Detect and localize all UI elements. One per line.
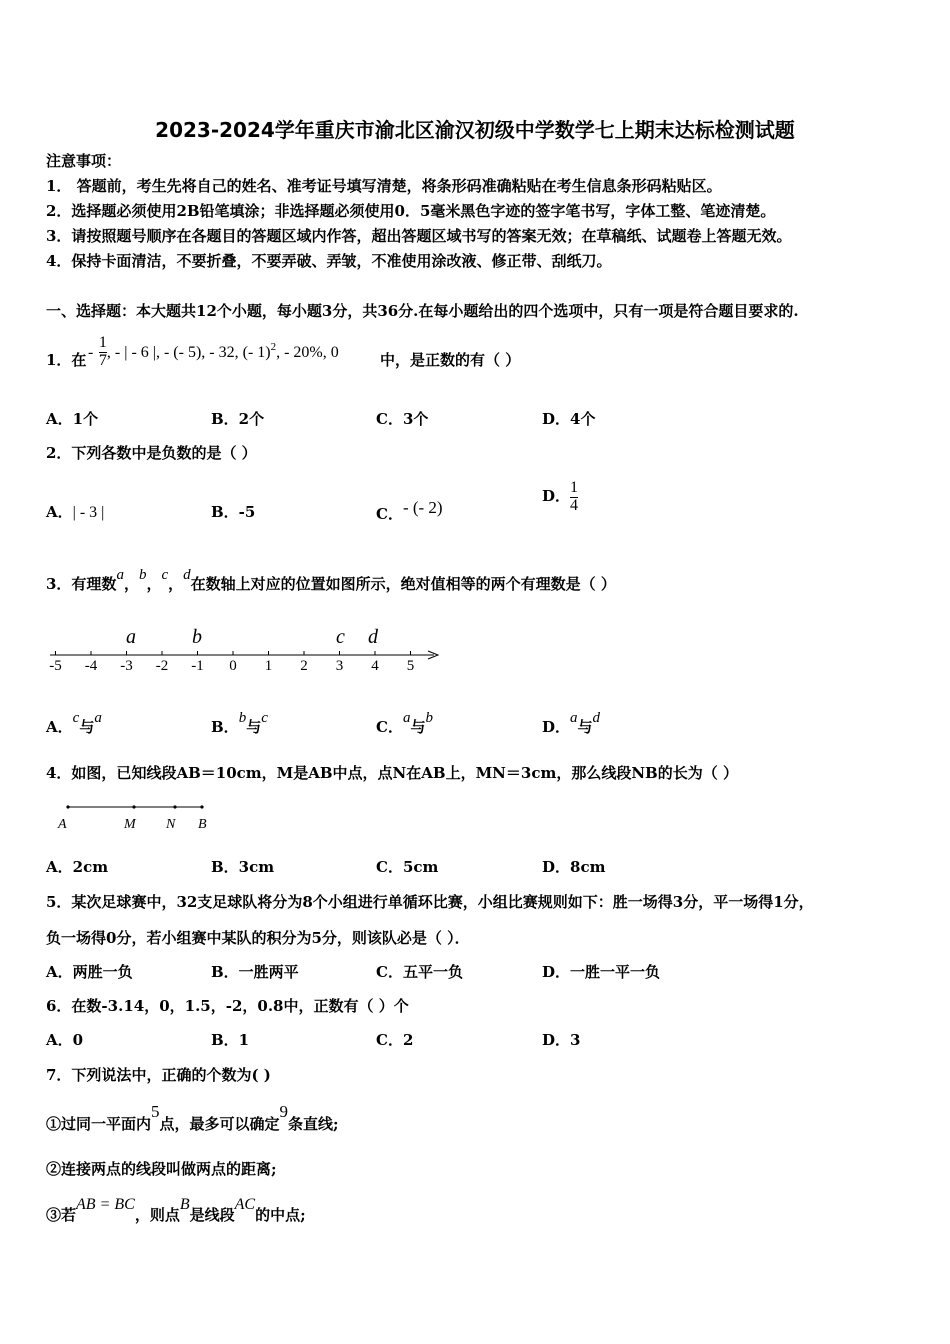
q1-option-c[interactable]: C．3个 [376,410,429,428]
notice-item-4: 4．保持卡面清洁，不要折叠，不要弄破、弄皱，不准使用涂改液、修正带、刮纸刀。 [46,252,612,270]
q4-option-d[interactable]: D．8cm [542,858,606,876]
q6-option-d[interactable]: D．3 [542,1031,581,1049]
axis-label-d: d [368,626,378,648]
notice-item-2: 2．选择题必须使用2B铅笔填涂；非选择题必须使用0．5毫米黑色字迹的签字笔书写，字体工整、笔迹清楚。 [46,202,776,220]
q6-stem: 6．在数-3.14，0，1.5，-2，0.8中，正数有（ ）个 [46,997,409,1015]
tick-label: 1 [264,658,273,674]
tick-label: 4 [371,658,379,674]
q6-option-b[interactable]: B．1 [211,1031,250,1049]
notice-item-3: 3．请按照题号顺序在各题目的答题区域内作答，超出答题区域书写的答案无效；在草稿纸、试题卷上答题无效。 [46,227,792,245]
point-label-a: A [58,817,67,832]
page-title: 2023-2024学年重庆市渝北区渝汉初级中学数学七上期末达标检测试题 [155,118,795,142]
q7-statement-1: ①过同一平面内5点，最多可以确定9条直线; [46,1102,339,1133]
notice-item-1: 1． 答题前，考生先将自己的姓名、准考证号填写清楚，将条形码准确粘贴在考生信息条形码粘贴区。 [46,177,722,195]
q4-option-a[interactable]: A．2cm [46,858,109,876]
q2-stem: 2．下列各数中是负数的是（ ） [46,444,257,462]
q5-option-b[interactable]: B．一胜两平 [211,963,299,981]
q2-option-d[interactable]: D． $\frac{1}{4}$ [542,479,579,514]
q1-expr-rest: , - | - 6 |, - (- 5), - 32, (- 1) [106,344,271,361]
q2-option-c[interactable]: C．- (- 2) [376,498,443,523]
point-label-m: M [124,817,136,832]
q4-option-b[interactable]: B．3cm [211,858,275,876]
q3-option-b[interactable]: B．b与c [211,710,268,736]
tick-label: -2 [155,658,169,674]
axis-label-c: c [336,626,345,648]
q3-stem: 3．有理数a，b，c，d在数轴上对应的位置如图所示，绝对值相等的两个有理数是（ ） [46,567,616,593]
q2-option-a[interactable]: A．| - 3 | [46,503,105,521]
q1-fraction: $\frac{1}{7}$ [98,334,107,369]
q1-pre: 1．在 [46,351,87,369]
tick-label: -4 [84,658,98,674]
q6-option-c[interactable]: C．2 [376,1031,414,1049]
tick-label: -5 [49,658,62,674]
axis-label-b: b [192,626,202,648]
q1-option-d[interactable]: D．4个 [542,410,596,428]
q1-post: 中，是正数的有（ ） [380,351,521,369]
q3-option-d[interactable]: D．a与d [542,710,601,736]
q2-option-b[interactable]: B．-5 [211,503,256,521]
q5-line-2: 负一场得0分，若小组赛中某队的积分为5分，则该队必是（ ）． [46,929,470,947]
q5-option-d[interactable]: D．一胜一平一负 [542,963,661,981]
q6-option-a[interactable]: A．0 [46,1031,84,1049]
q1-expr-tail: , - 20%, 0 [276,344,339,361]
notice-heading: 注意事项： [46,152,122,170]
q2-d-fraction: $\frac{1}{4}$ [570,479,579,514]
q4-option-c[interactable]: C．5cm [376,858,439,876]
q7-statement-3: ③若AB = BC，则点B是线段AC的中点; [46,1196,306,1224]
q4-stem: 4．如图，已知线段AB＝10cm，M是AB中点，点N在AB上，MN＝3cm，那么线段NB的长为（ ） [46,764,738,782]
q5-line-1: 5．某次足球赛中，32支足球队将分为8个小组进行单循环比赛，小组比赛规则如下：胜一场得3分，平一场得1分， [46,893,814,911]
q1-neg: - [88,344,94,361]
q5-option-c[interactable]: C．五平一负 [376,963,463,981]
q7-stem: 7．下列说法中，正确的个数为( ) [46,1066,271,1084]
tick-label: 2 [300,658,308,674]
q1-option-a[interactable]: A．1个 [46,410,99,428]
tick-label: 0 [229,658,237,674]
section-heading: 一、选择题：本大题共12个小题，每小题3分，共36分.在每小题给出的四个选项中，只有一项是符合题目要求的. [46,302,799,320]
point-label-n: N [166,817,176,832]
tick-label: 3 [335,658,344,674]
q3-option-a[interactable]: A．c与a [46,710,102,736]
q3-option-c[interactable]: C．a与b [376,710,433,736]
q7-statement-2: ②连接两点的线段叫做两点的距离; [46,1160,277,1178]
q5-option-a[interactable]: A．两胜一负 [46,963,133,981]
q1-expression [88,328,339,378]
q1-option-b[interactable]: B．2个 [211,410,265,428]
tick-label: 5 [406,658,415,674]
point-label-b: B [198,817,207,832]
segment-diagram [54,798,224,838]
tick-label: -3 [120,658,133,674]
number-line [44,626,444,676]
tick-label: -1 [191,658,204,674]
axis-label-a: a [126,626,136,648]
q1-exponent: 2 [270,341,277,353]
